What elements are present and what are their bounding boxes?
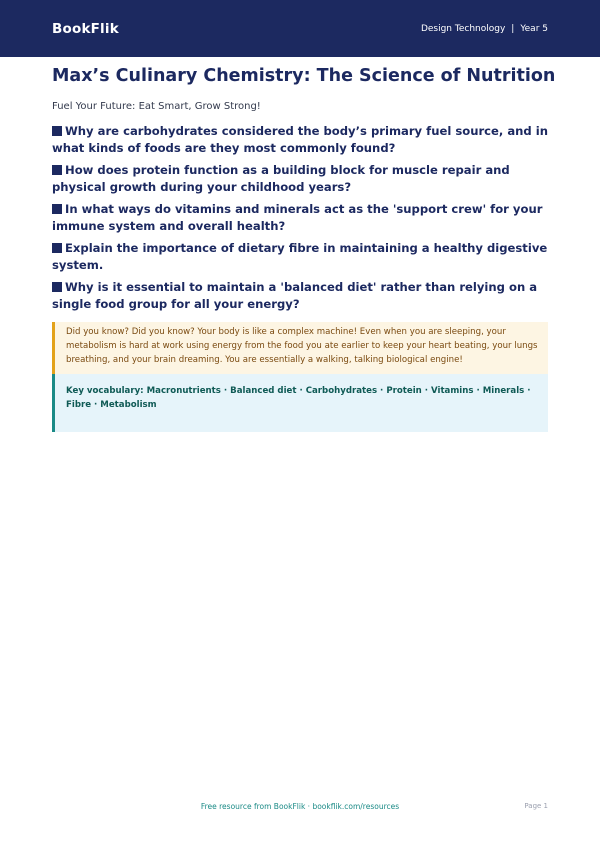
question-item (52, 279, 548, 313)
question-item (52, 201, 548, 235)
subject-label: Design Technology (420, 23, 506, 34)
question-item (52, 123, 548, 157)
question-list (52, 123, 548, 313)
worksheet-content (52, 64, 556, 432)
square-bullet-icon (52, 204, 62, 214)
square-bullet-icon (52, 243, 62, 253)
key-vocabulary-box: Key vocabulary: Macronutrients · Balanced diet · Carbohydrates · Protein · Vitamins · Minerals · Fibre · Metabolism (52, 374, 548, 432)
square-bullet-icon (52, 126, 62, 136)
footer-credit-link[interactable]: Free resource from BookFlik · bookflik.com/resources (200, 802, 400, 811)
brand-logo[interactable]: BookFlik (52, 20, 119, 37)
question-text: Why is it essential to maintain a 'balanced diet' rather than relying on a single food group for all your energy? (52, 280, 538, 311)
page-footer (0, 802, 600, 814)
question-text: Why are carbohydrates considered the body’s primary fuel source, and in what kinds of foods are they most commonly found? (52, 124, 548, 155)
year-label: Year 5 (520, 23, 548, 34)
page-number: Page 1 (524, 802, 548, 810)
square-bullet-icon (52, 282, 62, 292)
page-subtitle: Fuel Your Future: Eat Smart, Grow Strong! (52, 101, 261, 112)
question-text: How does protein function as a building block for muscle repair and physical growth during your childhood years? (52, 163, 510, 194)
header-separator: | (511, 23, 515, 34)
did-you-know-box: Did you know? Did you know? Your body is like a complex machine! Even when you are sleeping, your metabolism is hard at work using energy from the food you ate earlier to keep your heart beating, your lungs breathing, and your brain dreaming. You are essentially a walking, talking biological engine! (52, 322, 548, 374)
page-title: Max’s Culinary Chemistry: The Science of Nutrition (52, 66, 556, 86)
header-meta (421, 24, 548, 34)
question-item (52, 162, 548, 196)
question-item (52, 240, 548, 274)
square-bullet-icon (52, 165, 62, 175)
question-text: Explain the importance of dietary fibre in maintaining a healthy digestive system. (52, 241, 548, 272)
question-text: In what ways do vitamins and minerals act as the 'support crew' for your immune system and overall health? (52, 202, 543, 233)
page-header (0, 0, 600, 57)
